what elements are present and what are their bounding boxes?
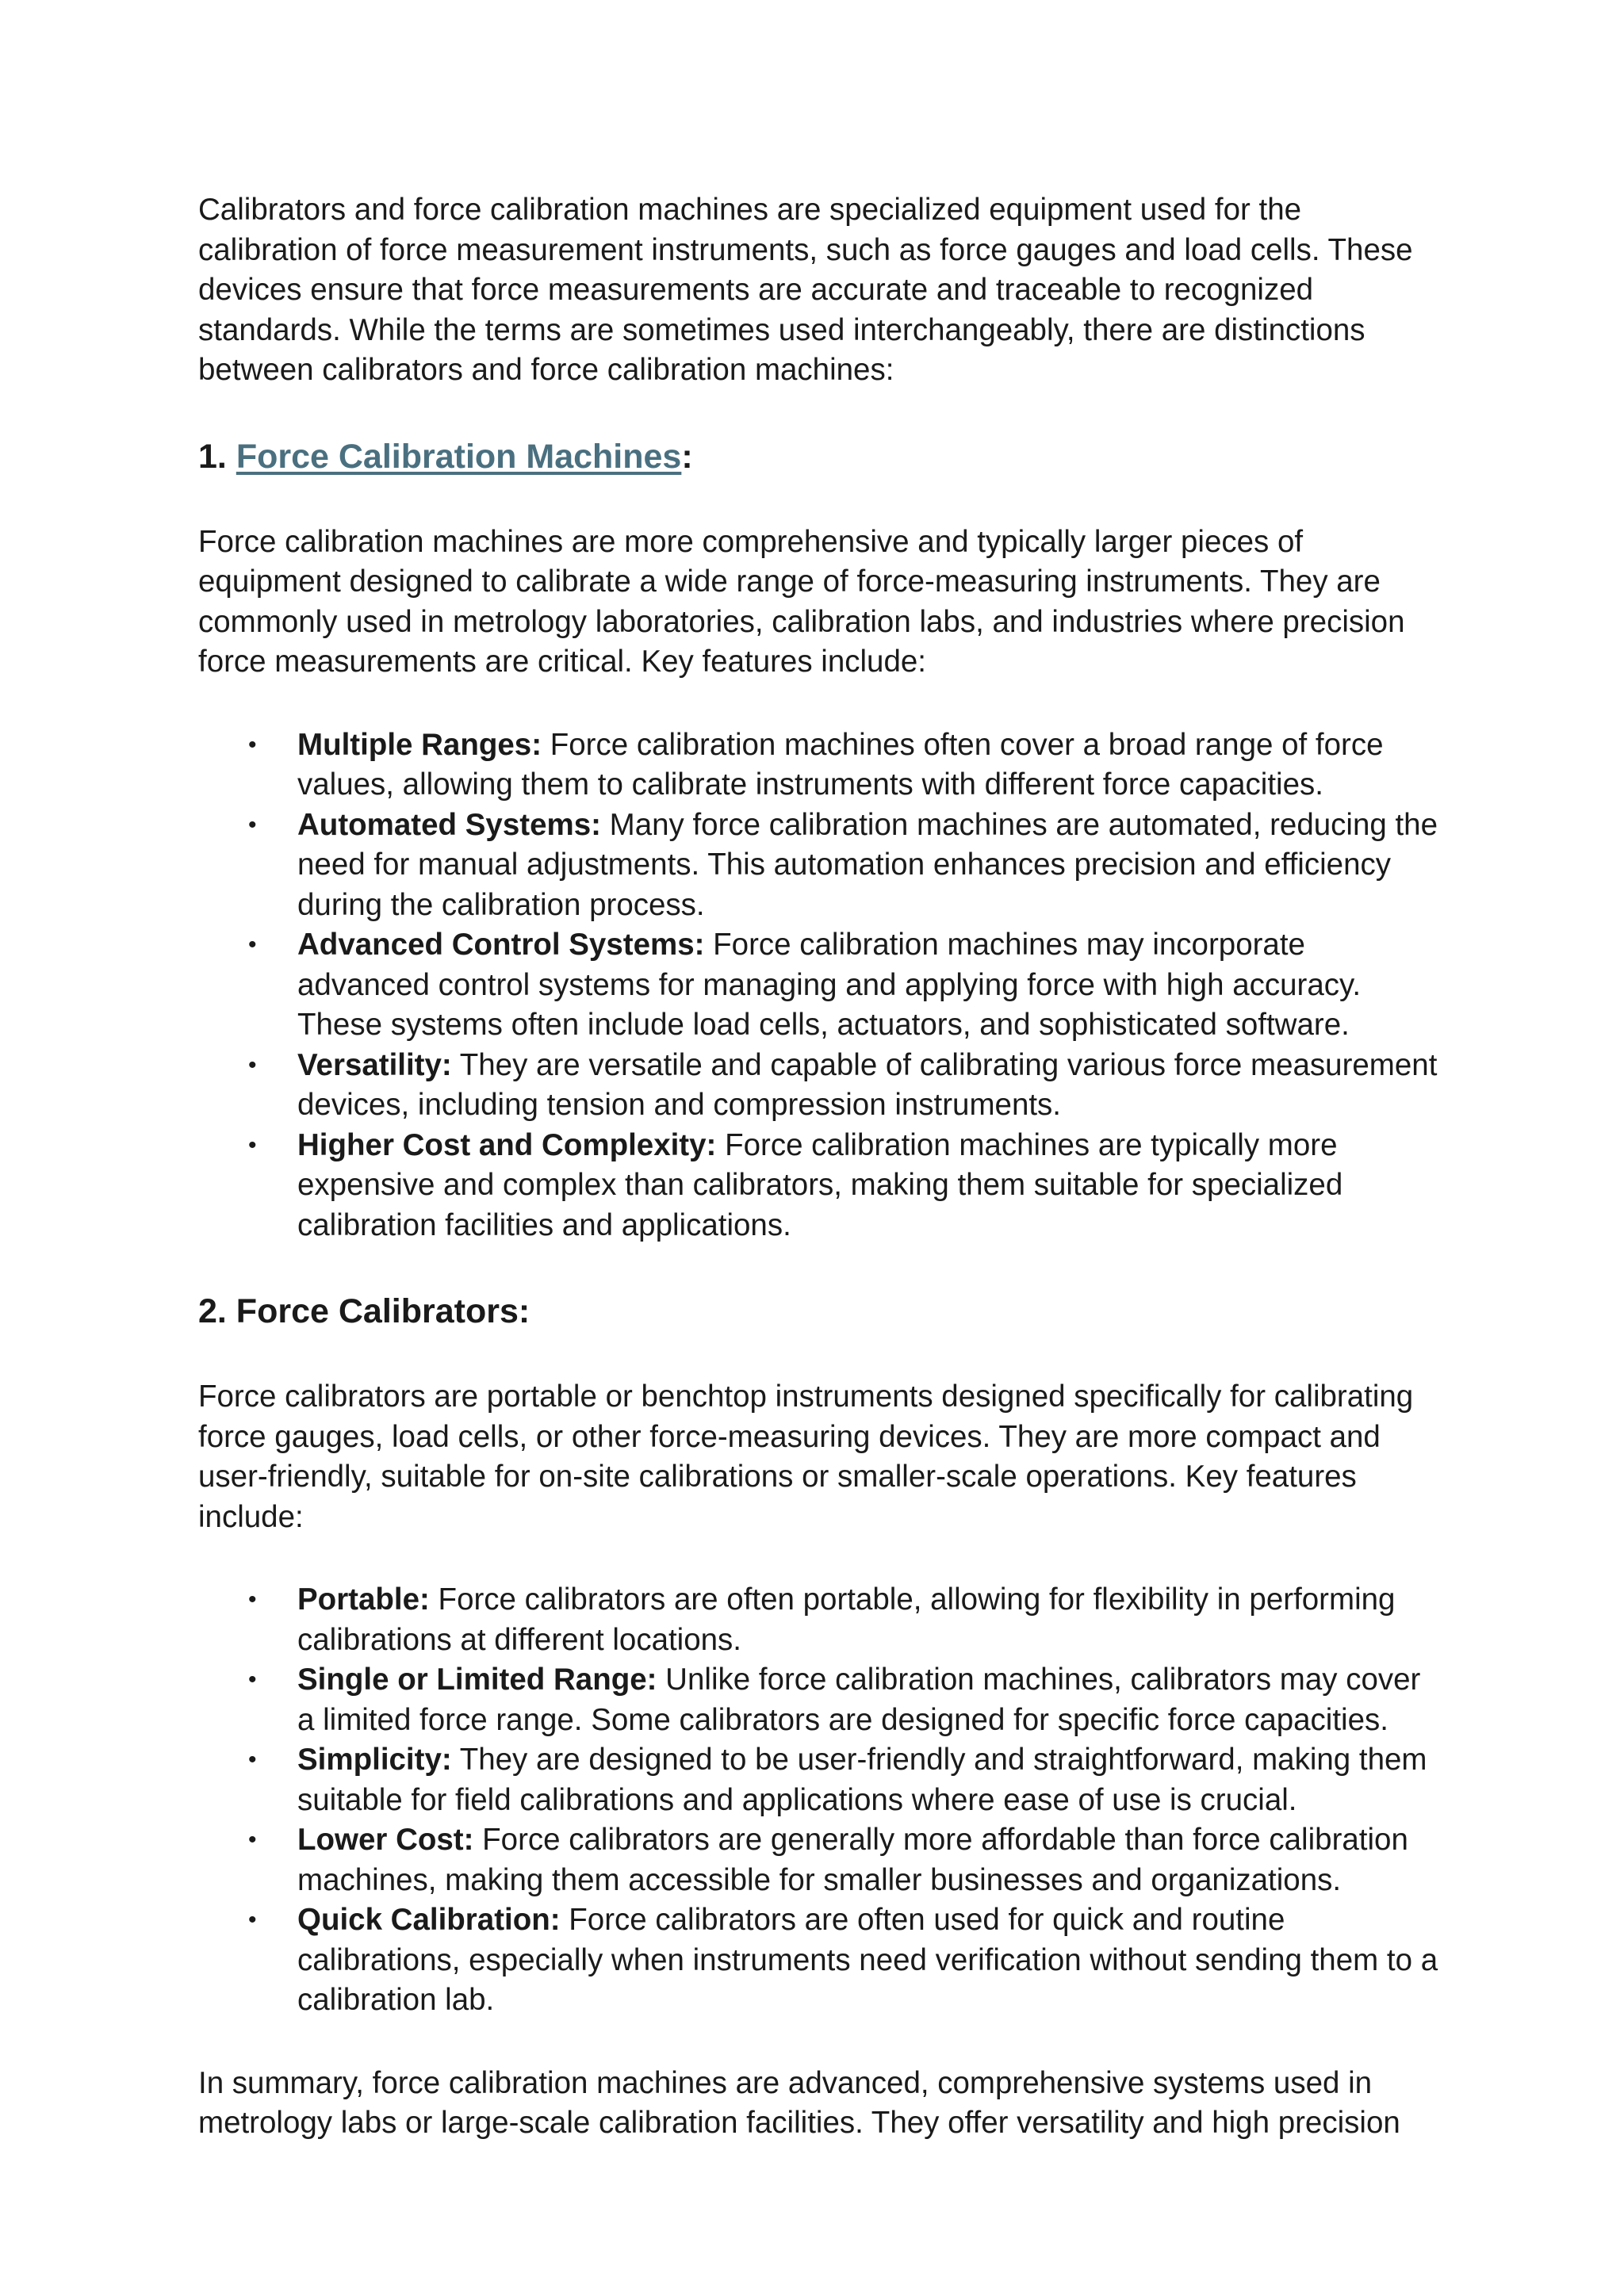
list-item-text: Force calibrators are often used for quick and routine calibrations, especially when instruments need verification without sending them to a calibration lab. [297, 1903, 1438, 2017]
list-item-term: Versatility: [297, 1047, 452, 1082]
list-item-text: They are versatile and capable of calibrating various force measurement devices, including tension and compression instruments. [297, 1047, 1438, 1122]
list-item-term: Simplicity: [297, 1743, 452, 1777]
list-item [248, 925, 1443, 1046]
section-1-heading [198, 434, 1443, 480]
list-item [248, 1580, 1443, 1660]
list-item [248, 806, 1443, 926]
bullet-icon: • [248, 811, 257, 838]
list-item [248, 1660, 1443, 1740]
bullet-icon: • [248, 1747, 257, 1773]
list-item-term: Portable: [297, 1582, 430, 1617]
list-item [248, 1820, 1443, 1900]
force-calibration-machines-link[interactable]: Force Calibration Machines [236, 437, 682, 476]
bullet-icon: • [248, 1051, 257, 1078]
section-2-paragraph: Force calibrators are portable or benchtop instruments designed specifically for calibrating force gauges, load cells, or other force-measuring devices. They are more compact and user-friendly, suitable for on-site calibrations or smaller-scale operations. Key features include: [198, 1380, 1414, 1534]
summary-paragraph: In summary, force calibration machines are advanced, comprehensive systems used in metrology labs or large-scale calibration facilities. They offer versatility and high precision [198, 2065, 1400, 2140]
list-item-term: Higher Cost and Complexity: [297, 1127, 717, 1162]
section-1-list [198, 725, 1443, 1246]
section-1-paragraph: Force calibration machines are more comprehensive and typically larger pieces of equipment designed to calibrate a wide range of force-measuring instruments. They are commonly used in metrology laboratories, calibration labs, and industries where precision force measurements are critical. Key features include: [198, 524, 1405, 679]
section-1-suffix: : [681, 437, 693, 476]
intro-paragraph: Calibrators and force calibration machines are specialized equipment used for the calibration of force measurement instruments, such as force gauges and load cells. These devices ensure that force measurements are accurate and traceable to recognized standards. While the terms are sometimes used interchangeably, there are distinctions between calibrators and force calibration machines: [198, 193, 1413, 387]
list-item [248, 725, 1443, 806]
bullet-icon: • [248, 731, 257, 758]
document-page [198, 190, 1443, 2144]
list-item-term: Quick Calibration: [297, 1903, 561, 1937]
list-item-term: Automated Systems: [297, 807, 601, 842]
list-item-text: Unlike force calibration machines, calibrators may cover a limited force range. Some calibrators are designed for specific force capacities. [297, 1663, 1421, 1737]
bullet-icon: • [248, 1667, 257, 1693]
list-item-text: Force calibrators are often portable, allowing for flexibility in performing calibrations at different locations. [297, 1582, 1396, 1657]
list-item-term: Lower Cost: [297, 1823, 474, 1857]
bullet-icon: • [248, 1131, 257, 1158]
list-item [248, 1046, 1443, 1126]
section-1-number: 1. [198, 437, 236, 476]
list-item-text: Force calibrators are generally more affordable than force calibration machines, making them accessible for smaller businesses and organizations. [297, 1823, 1408, 1897]
list-item-term: Advanced Control Systems: [297, 928, 705, 962]
list-item [248, 1900, 1443, 2021]
list-item-term: Single or Limited Range: [297, 1663, 657, 1697]
list-item-text: Many force calibration machines are automated, reducing the need for manual adjustments. This automation enhances precision and efficiency during the calibration process. [297, 807, 1438, 922]
list-item [248, 1126, 1443, 1246]
list-item [248, 1740, 1443, 1820]
list-item-text: Force calibration machines often cover a broad range of force values, allowing them to calibrate instruments with different force capacities. [297, 727, 1384, 802]
section-2-list [198, 1580, 1443, 2021]
bullet-icon: • [248, 1586, 257, 1613]
section-2-heading: 2. Force Calibrators: [198, 1292, 530, 1330]
bullet-icon: • [248, 1907, 257, 1933]
list-item-term: Multiple Ranges: [297, 727, 542, 762]
list-item-text: Force calibration machines are typically more expensive and complex than calibrators, making them suitable for specialized calibration facilities and applications. [297, 1127, 1343, 1242]
list-item-text: They are designed to be user-friendly and straightforward, making them suitable for field calibrations and applications where ease of use is crucial. [297, 1743, 1427, 1817]
bullet-icon: • [248, 1827, 257, 1853]
bullet-icon: • [248, 932, 257, 958]
list-item-text: Force calibration machines may incorporate advanced control systems for managing and applying force with high accuracy. These systems often include load cells, actuators, and sophisticated software. [297, 928, 1362, 1042]
